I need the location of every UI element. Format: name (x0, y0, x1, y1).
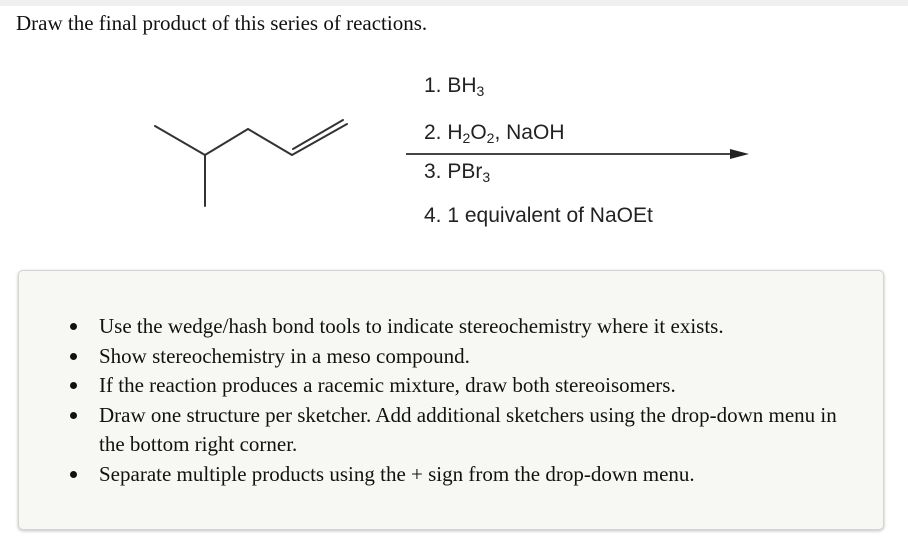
reagent-text: PBr (447, 160, 483, 183)
bond-methyl-left (155, 126, 205, 155)
instruction-text: Separate multiple products using the + sign from the drop-down menu. (99, 461, 695, 486)
reagent-subscript: 3 (482, 169, 491, 185)
reagent-text: O (470, 121, 487, 144)
double-bond-a (292, 124, 347, 155)
instruction-text: Show stereochemistry in a meso compound. (99, 343, 470, 368)
instruction-item (19, 312, 883, 342)
reagent-step-1 (424, 74, 484, 98)
reagent-text: BH (447, 74, 477, 97)
bullet-dot (70, 353, 77, 360)
reagent-step-4 (424, 204, 653, 228)
top-border (0, 0, 908, 6)
double-bond-b (293, 120, 343, 149)
instruction-item (19, 401, 883, 460)
bond-chain-2 (248, 129, 292, 155)
reaction-arrow (405, 146, 751, 164)
instruction-item (19, 460, 883, 490)
instruction-item (19, 342, 883, 372)
bullet-dot (70, 412, 77, 419)
reagent-text: 1 equivalent of NaOEt (447, 204, 653, 227)
bond-chain-1 (205, 129, 248, 155)
instructions-list (19, 312, 883, 489)
reagent-text: H (447, 121, 463, 144)
reagent-number: 2. (424, 121, 448, 144)
bullet-dot (70, 323, 77, 330)
instruction-item (19, 371, 883, 401)
instruction-text: If the reaction produces a racemic mixture, draw both stereoisomers. (99, 373, 676, 397)
question-prompt: Draw the final product of this series of reactions. (16, 11, 428, 35)
reagent-text: , NaOH (494, 121, 565, 144)
reagent-step-2 (424, 121, 564, 145)
instruction-text: Use the wedge/hash bond tools to indicate stereochemistry where it exists. (99, 314, 724, 338)
bullet-dot (70, 382, 77, 389)
reagent-number: 1. (424, 74, 448, 97)
reagent-subscript: 2 (462, 130, 471, 146)
instructions-box (18, 270, 884, 530)
starting-material-structure (150, 112, 360, 212)
reagent-subscript: 3 (476, 83, 485, 99)
bullet-dot (70, 471, 77, 478)
reagent-number: 4. (424, 204, 448, 227)
reagent-number: 3. (424, 160, 448, 183)
reagent-subscript: 2 (486, 130, 495, 146)
instruction-text: Draw one structure per sketcher. Add additional sketchers using the drop-down menu in the bottom right corner. (99, 402, 837, 456)
